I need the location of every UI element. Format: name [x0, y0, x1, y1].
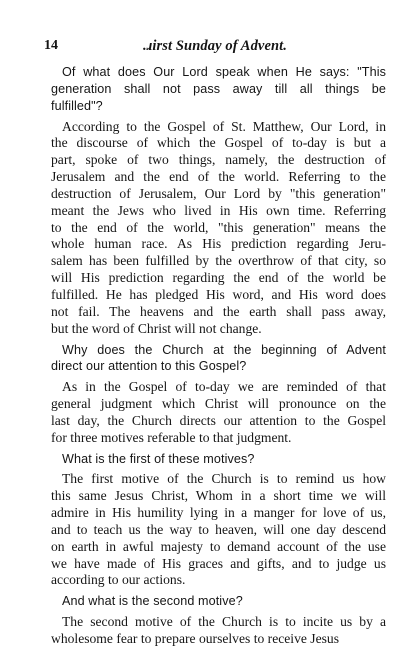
text-line: general judgment which Christ will pronounce on the	[51, 396, 386, 412]
text-line: we have made of His graces and gifts, and to judge us	[51, 555, 386, 571]
text-line: Of what does Our Lord speak when He says: "This	[62, 65, 386, 79]
text-line: The second motive of the Church is to incite us by a	[62, 614, 386, 630]
running-title: .ɹirst Sunday of Advent.	[142, 38, 288, 54]
page-number: 14	[44, 38, 58, 53]
text-line: and to teach us the way to heaven, will one day descend	[51, 521, 386, 537]
text-line: the discourse of which the Gospel of to-day is but a	[51, 135, 386, 151]
text-line: but the word of Christ will not change.	[51, 320, 262, 336]
text-line: What is the first of these motives?	[62, 451, 255, 466]
text-line: As in the Gospel of to-day we are reminded of that	[62, 379, 386, 395]
text-line: on earth in awful majesty to demand account of the use	[51, 538, 386, 554]
text-line: for three motives referable to that judgment.	[51, 429, 292, 445]
text-line: fulfilled"?	[51, 98, 103, 113]
text-line: Jerusalem and the end of the world. Referring to the	[51, 169, 386, 185]
page-body	[51, 64, 386, 652]
question-paragraph	[51, 593, 386, 610]
page-header	[44, 38, 386, 56]
answer-paragraph	[51, 119, 386, 338]
text-line: will His prediction regarding the end of the world be	[51, 270, 386, 286]
text-line: last day, the Church directs our attention to the Gospel	[51, 412, 386, 428]
text-line: And what is the second motive?	[62, 594, 243, 609]
answer-paragraph	[51, 379, 386, 446]
text-line: not fail. The heavens and the earth shall pass away,	[51, 303, 386, 319]
text-line: this same Jesus Christ, Whom in a short time we will	[51, 488, 386, 504]
text-line: Why does the Church at the beginning of Advent	[62, 342, 386, 357]
answer-paragraph	[51, 614, 386, 648]
text-line: According to the Gospel of St. Matthew, Our Lord, in	[62, 118, 386, 134]
text-line: destruction of Jerusalem, Our Lord by "this generation"	[51, 185, 386, 201]
text-line: admire in His humility lying in a manger for love of us,	[51, 505, 386, 521]
text-line: generation shall not pass away till all things be	[51, 81, 386, 96]
text-line: to the end of the world, "this generation" means the	[51, 219, 386, 235]
answer-paragraph	[51, 471, 386, 589]
text-line: according to our actions.	[51, 572, 186, 588]
text-line: whole human race. As His prediction regarding Jeru-	[51, 236, 386, 252]
text-line: wholesome fear to prepare ourselves to receive Jesus	[51, 631, 339, 646]
text-line: fulfilled. He has pledged His word, and His word does	[51, 286, 386, 302]
question-paragraph	[51, 64, 386, 115]
text-line: direct our attention to this Gospel?	[51, 359, 247, 374]
text-line: salem has been fulfilled by the overthrow of that city, so	[51, 253, 386, 269]
question-paragraph	[51, 342, 386, 376]
question-paragraph	[51, 451, 386, 468]
text-line: part, spoke of two things, namely, the destruction of	[51, 152, 386, 168]
text-line: meant the Jews who lived in His own time. Referring	[51, 202, 386, 218]
text-line: The first motive of the Church is to remind us how	[62, 471, 386, 487]
